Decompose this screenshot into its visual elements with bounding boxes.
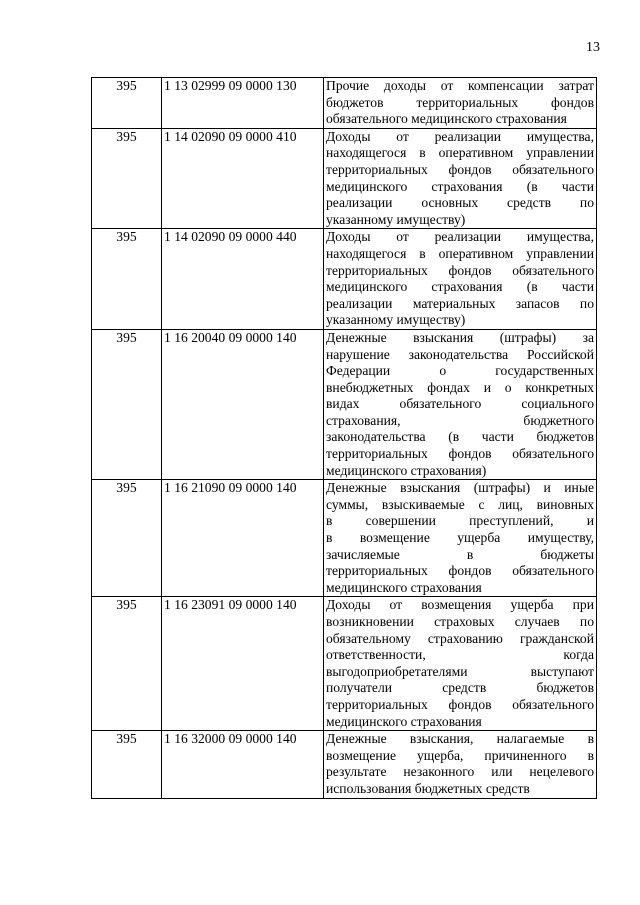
income-description-cell xyxy=(324,329,597,479)
income-description-cell xyxy=(324,731,597,798)
description-line: медицинского страхования xyxy=(326,579,482,595)
description-line: территориальных фондов обязательного xyxy=(326,563,594,579)
description-line: Прочие доходы от компенсации затрат xyxy=(326,78,594,93)
administrator-code-cell: 395 xyxy=(92,731,162,798)
budget-code-cell: 1 16 23091 09 0000 140 xyxy=(162,597,324,731)
table-row xyxy=(92,78,597,129)
description-line: реализации материальных запасов по xyxy=(326,295,594,311)
description-line: медицинского страхования xyxy=(326,713,482,729)
description-line: законодательства (в части бюджетов xyxy=(326,429,594,445)
budget-code-cell: 1 14 02090 09 0000 440 xyxy=(162,229,324,330)
description-line: обязательному страхованию гражданской xyxy=(326,630,594,646)
income-description-cell xyxy=(324,597,597,731)
description-line: медицинского страхования) xyxy=(326,462,487,478)
description-line: территориальных фондов обязательного xyxy=(326,696,594,712)
description-line: в возмещение ущерба имуществу, xyxy=(326,530,594,546)
description-line: видах обязательного социального xyxy=(326,396,594,412)
description-line: находящегося в оперативном управлении xyxy=(326,145,594,161)
description-line: внебюджетных фондах и о конкретных xyxy=(326,379,594,395)
description-line: бюджетов территориальных фондов xyxy=(326,94,594,110)
table-row xyxy=(92,128,597,229)
table-row xyxy=(92,480,597,597)
description-line: Доходы от реализации имущества, xyxy=(326,128,594,144)
administrator-code-cell: 395 xyxy=(92,597,162,731)
description-line: территориальных фондов обязательного xyxy=(326,446,594,462)
description-line: страхования, бюджетного xyxy=(326,412,594,428)
administrator-code-cell: 395 xyxy=(92,329,162,479)
description-line: указанному имуществу) xyxy=(326,211,466,227)
table-body xyxy=(92,78,597,799)
table-row xyxy=(92,329,597,479)
budget-code-cell: 1 16 32000 09 0000 140 xyxy=(162,731,324,798)
description-line: результате незаконного или нецелевого xyxy=(326,764,594,780)
income-description-cell xyxy=(324,128,597,229)
administrator-code-cell: 395 xyxy=(92,480,162,597)
description-line: использования бюджетных средств xyxy=(326,780,530,796)
description-line: медицинского страхования (в части xyxy=(326,178,594,194)
description-line: Доходы от реализации имущества, xyxy=(326,229,594,245)
table-row xyxy=(92,731,597,798)
description-line: указанному имуществу) xyxy=(326,312,466,328)
description-line: выгодоприобретателями выступают xyxy=(326,663,594,679)
description-line: возмещение ущерба, причиненного в xyxy=(326,747,594,763)
administrator-code-cell: 395 xyxy=(92,128,162,229)
administrator-code-cell: 395 xyxy=(92,78,162,129)
table-row xyxy=(92,229,597,330)
description-line: территориальных фондов обязательного xyxy=(326,262,594,278)
table-row xyxy=(92,597,597,731)
budget-code-cell: 1 16 20040 09 0000 140 xyxy=(162,329,324,479)
description-line: нарушение законодательства Российской xyxy=(326,346,594,362)
income-description-cell xyxy=(324,78,597,129)
description-line: Федерации о государственных xyxy=(326,363,594,379)
description-line: территориальных фондов обязательного xyxy=(326,161,594,177)
description-line: находящегося в оперативном управлении xyxy=(326,245,594,261)
description-line: Денежные взыскания (штрафы) и иные xyxy=(326,480,594,496)
description-line: Доходы от возмещения ущерба при xyxy=(326,597,594,613)
description-line: зачисляемые в бюджеты xyxy=(326,546,594,562)
description-line: обязательного медицинского страхования xyxy=(326,111,567,127)
budget-code-cell: 1 13 02999 09 0000 130 xyxy=(162,78,324,129)
description-line: реализации основных средств по xyxy=(326,195,594,211)
income-description-cell xyxy=(324,480,597,597)
page-number: 13 xyxy=(586,40,600,55)
description-line: в совершении преступлений, и xyxy=(326,513,594,529)
description-line: суммы, взыскиваемые с лиц, виновных xyxy=(326,496,594,512)
description-line: получатели средств бюджетов xyxy=(326,680,594,696)
administrator-code-cell: 395 xyxy=(92,229,162,330)
budget-code-cell: 1 14 02090 09 0000 410 xyxy=(162,128,324,229)
description-line: ответственности, когда xyxy=(326,647,594,663)
description-line: Денежные взыскания (штрафы) за xyxy=(326,329,594,345)
budget-classification-table xyxy=(91,77,597,799)
description-line: медицинского страхования (в части xyxy=(326,279,594,295)
income-description-cell xyxy=(324,229,597,330)
description-line: Денежные взыскания, налагаемые в xyxy=(326,731,594,747)
budget-code-cell: 1 16 21090 09 0000 140 xyxy=(162,480,324,597)
description-line: возникновении страховых случаев по xyxy=(326,614,594,629)
